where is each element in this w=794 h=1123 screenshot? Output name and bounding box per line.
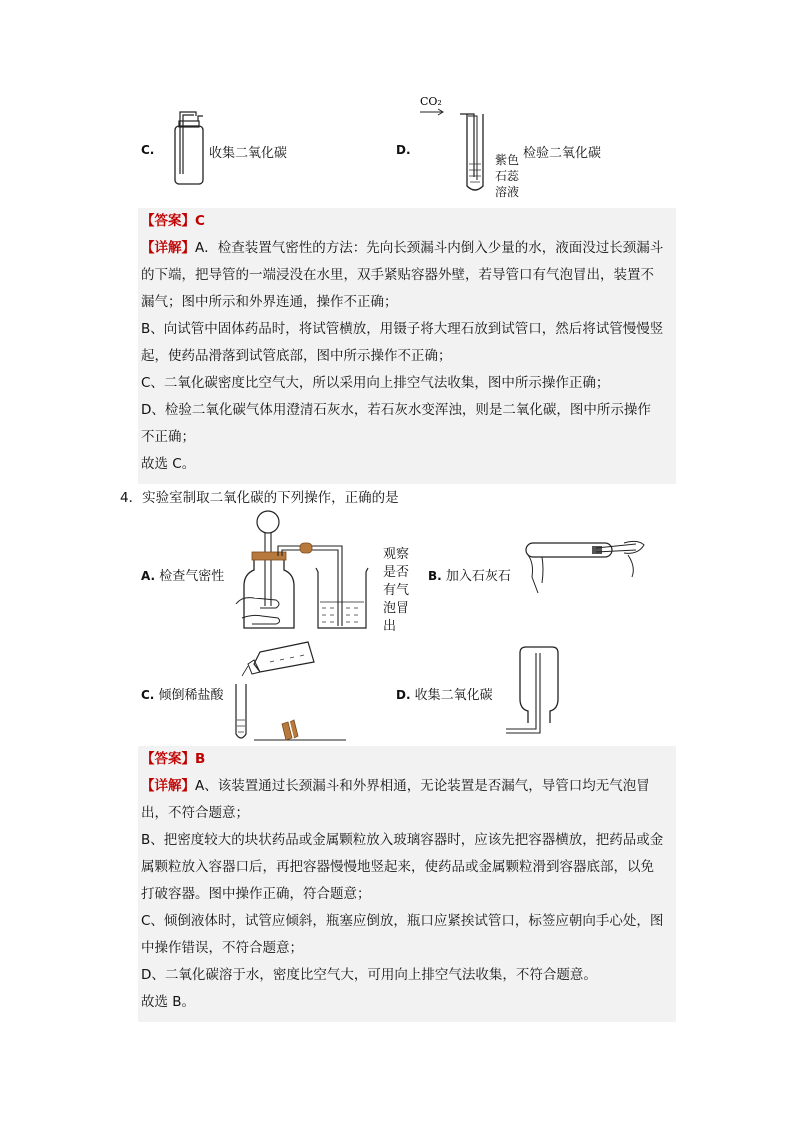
litmus-label — [495, 152, 519, 200]
answer-label: 【答案】 — [141, 751, 195, 767]
q4-option-c — [141, 684, 224, 703]
detail-line: 故选 B。 — [141, 994, 196, 1010]
detail-line: C、倾倒液体时，试管应倾斜，瓶塞应倒放，瓶口应紧挨试管口，标签应朝向手心处，图 — [141, 913, 664, 929]
test-tube-litmus-figure — [418, 92, 498, 200]
q4-answer — [141, 746, 205, 773]
q3-answer — [141, 208, 205, 235]
option-text: 加入石灰石 — [445, 569, 511, 584]
answer-value: B — [195, 751, 206, 767]
answer-value: C — [195, 213, 205, 229]
observe-label-line: 泡冒 — [383, 601, 410, 616]
option-letter: C. — [141, 143, 155, 157]
q3-option-d — [396, 143, 411, 158]
detail-line: 属颗粒放入容器口后，再把容器慢慢地竖起来，使药品或金属颗粒滑到容器底部，以免 — [141, 859, 654, 875]
option-letter: B. — [428, 569, 442, 583]
detail-line: 的下端，把导管的一端浸没在水里，双手紧贴容器外壁，若导管口有气泡冒出，装置不 — [141, 267, 654, 283]
detail-line: B、把密度较大的块状药品或金属颗粒放入玻璃容器时，应该先把容器横放，把药品或金 — [141, 832, 664, 848]
detail-line: B、向试管中固体药品时，将试管横放，用镊子将大理石放到试管口，然后将试管慢慢竖 — [141, 321, 664, 337]
q4-option-d — [396, 684, 493, 703]
litmus-label-line: 溶液 — [495, 185, 520, 199]
detail-line: 中操作错误，不符合题意； — [141, 940, 303, 956]
observe-label-line: 出 — [383, 619, 397, 634]
litmus-label-line: 紫色 — [495, 153, 520, 167]
detail-line: 不正确； — [141, 429, 195, 445]
co2-label: CO₂ — [420, 95, 442, 108]
option-text: 收集二氧化碳 — [414, 688, 493, 703]
observe-label-line: 观察 — [383, 547, 410, 562]
detail-label: 【详解】 — [141, 778, 195, 794]
litmus-label-line: 石蕊 — [495, 169, 520, 183]
detail-line: 故选 C。 — [141, 456, 196, 472]
detail-line: A、该装置通过长颈漏斗和外界相通，无论装置是否漏气，导管口均无气泡冒 — [195, 778, 650, 794]
detail-line: D、二氧化碳溶于水，密度比空气大，可用向上排空气法收集，不符合题意。 — [141, 967, 597, 983]
q3-option-d-text: 检验二氧化碳 — [523, 146, 602, 161]
detail-line: 出，不符合题意； — [141, 805, 249, 821]
option-text: 倾倒稀盐酸 — [158, 688, 224, 703]
q4-detail — [141, 773, 663, 1016]
detail-line: 起，使药品滑落到试管底部，图中所示操作不正确； — [141, 348, 452, 364]
horizontal-test-tube-tweezers-figure — [520, 533, 650, 603]
q3-detail — [141, 235, 663, 478]
airtightness-check-figure — [232, 508, 382, 633]
option-letter: C. — [141, 688, 155, 702]
detail-label: 【详解】 — [141, 240, 195, 256]
q4-stem: 4．实验室制取二氧化碳的下列操作，正确的是 — [120, 490, 399, 506]
option-text: 检查气密性 — [159, 569, 225, 584]
q3-option-c-text: 收集二氧化碳 — [209, 146, 288, 161]
observe-label-line: 有气 — [383, 583, 410, 598]
detail-line: 漏气；图中所示和外界连通，操作不正确； — [141, 294, 398, 310]
detail-line: 打破容器。图中操作正确，符合题意； — [141, 886, 371, 902]
detail-line: D、检验二氧化碳气体用澄清石灰水，若石灰水变浑浊，则是二氧化碳，图中所示操作 — [141, 402, 651, 418]
option-letter: D. — [396, 688, 411, 702]
q4-option-a — [141, 565, 224, 584]
observe-label — [383, 546, 409, 636]
q4-option-b — [428, 565, 511, 584]
observe-label-line: 是否 — [383, 565, 410, 580]
detail-line: A．检查装置气密性的方法：先向长颈漏斗内倒入少量的水，液面没过长颈漏斗 — [195, 240, 664, 256]
detail-line: C、二氧化碳密度比空气大，所以采用向上排空气法收集，图中所示操作正确； — [141, 375, 610, 391]
q3-option-c — [141, 143, 154, 158]
option-letter: D. — [396, 143, 411, 157]
inverted-bottle-collection-figure — [500, 645, 560, 737]
answer-label: 【答案】 — [141, 213, 195, 229]
option-letter: A. — [141, 569, 156, 583]
gas-collecting-bottle-figure — [168, 108, 212, 188]
pouring-acid-figure — [230, 638, 350, 746]
